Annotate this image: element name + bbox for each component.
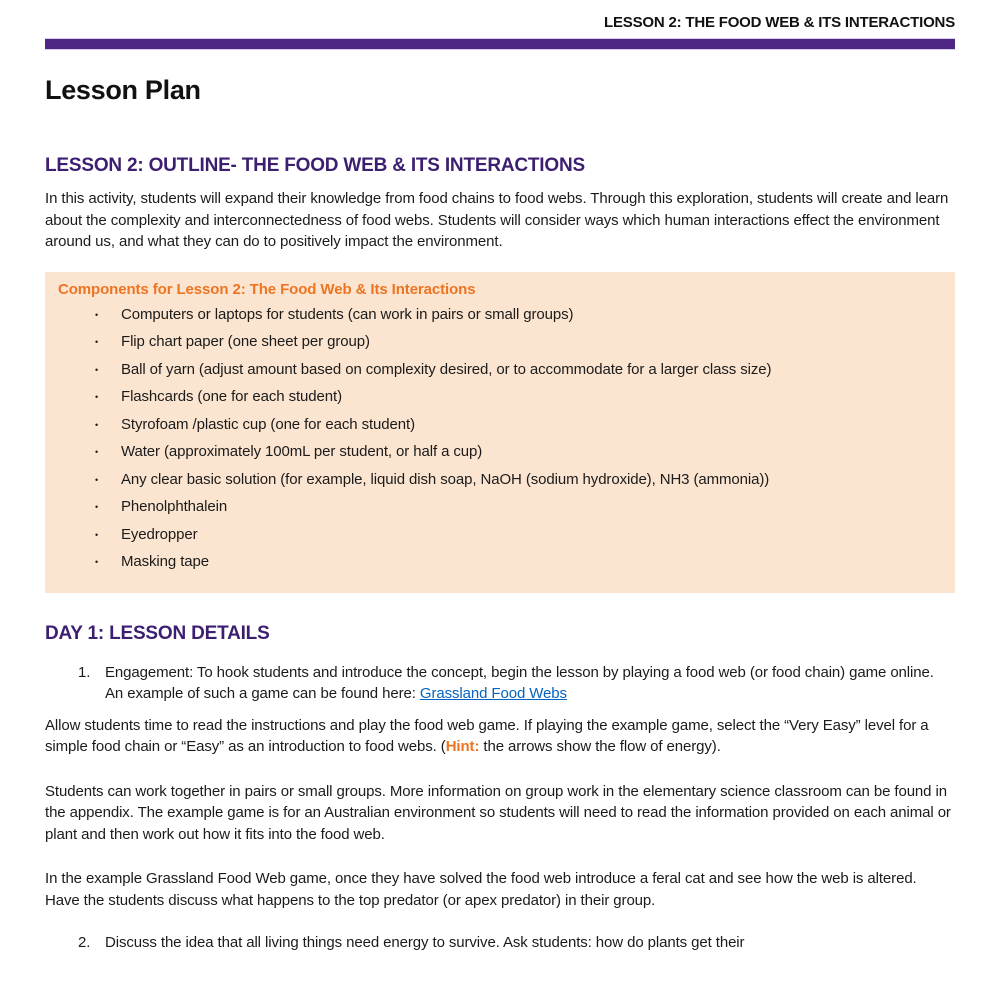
bullet-icon: • [95,364,99,375]
list-item [58,415,937,436]
grassland-food-webs-link[interactable]: Grassland Food Webs [419,685,567,702]
running-header: LESSON 2: THE FOOD WEB & ITS INTERACTIONS [604,14,955,31]
list-item-label: Ball of yarn (adjust amount based on complexity desired, or to accommodate for a larger class size) [121,360,772,378]
step-text [105,662,955,705]
list-item [58,387,937,408]
step-number: 1. [78,663,91,681]
list-item [58,332,937,353]
step-number: 2. [78,934,91,951]
list-item [58,305,937,326]
day1-section-heading: DAY 1: LESSON DETAILS [45,622,270,644]
list-item-label: Computers or laptops for students (can work in pairs or small groups) [121,305,574,323]
hint-paragraph-end: the arrows show the flow of energy). [479,738,721,755]
bullet-icon: • [95,447,99,457]
bullet-icon: • [95,337,99,347]
hint-label: Hint: [445,738,480,755]
bullet-icon: • [95,474,99,485]
bullet-icon: • [95,309,99,320]
list-item-label: Styrofoam /plastic cup (one for each student) [121,415,415,433]
step1-text: Engagement: To hook students and introduce the concept, begin the lesson by playing a food web (or food chain) game online. An example of such a game can be found here: [105,663,934,702]
list-item [58,497,937,518]
list-item-label: Flashcards (one for each student) [121,388,342,405]
list-item-label: Any clear basic solution (for example, liquid dish soap, NaOH (sodium hydroxide), NH3 (ammonia)) [121,470,770,488]
list-item-label: Water (approximately 100mL per student, or half a cup) [121,443,483,460]
outline-intro-paragraph: In this activity, students will expand their knowledge from food chains to food webs. Through this exploration, students will create and learn about the complexity and interconnectedness of food webs. Students will consider ways which human interactions effect the environment around us, and what they can do to positively impact the environment. [45,190,949,250]
components-box [45,272,955,593]
group-work-paragraph: Students can work together in pairs or small groups. More information on group work in the elementary science classroom can be found in the appendix. The example game is for an Australian environment so students will need to read the information provided on each animal or plant and then work out how it fits into the food web. [45,782,951,843]
list-item [58,360,937,381]
outline-section-heading: LESSON 2: OUTLINE- THE FOOD WEB & ITS INTERACTIONS [45,155,585,176]
list-item-label: Phenolphthalein [121,498,228,515]
list-item-label: Flip chart paper (one sheet per group) [121,333,370,350]
bullet-icon: • [95,557,99,567]
list-item [58,470,937,491]
hint-paragraph [45,715,955,758]
numbered-step-2 [45,932,955,954]
step-text: Discuss the idea that all living things need energy to survive. Ask students: how do plants get their [105,934,745,951]
list-item-label: Eyedropper [121,525,198,543]
hint-paragraph-start: Allow students time to read the instructions and play the food web game. If playing the example game, select the “Very Easy” level for a simple food chain or “Easy” as an introduction to food webs. ( [45,716,929,755]
list-item [58,525,937,546]
page-title: Lesson Plan [45,75,201,105]
list-item [58,552,937,573]
bullet-icon: • [95,392,99,402]
numbered-step-1 [45,662,955,705]
list-item-label: Masking tape [121,553,210,570]
feral-cat-paragraph: In the example Grassland Food Web game, once they have solved the food web introduce a feral cat and see how the web is altered. Have the students discuss what happens to the top predator (or apex predator) in their group. [45,870,917,909]
bullet-icon: • [95,419,99,430]
list-item [58,442,937,463]
bullet-icon: • [95,529,99,540]
header-divider-bar [45,38,955,50]
bullet-icon: • [95,502,99,512]
components-box-heading: Components for Lesson 2: The Food Web & Its Interactions [58,280,476,298]
